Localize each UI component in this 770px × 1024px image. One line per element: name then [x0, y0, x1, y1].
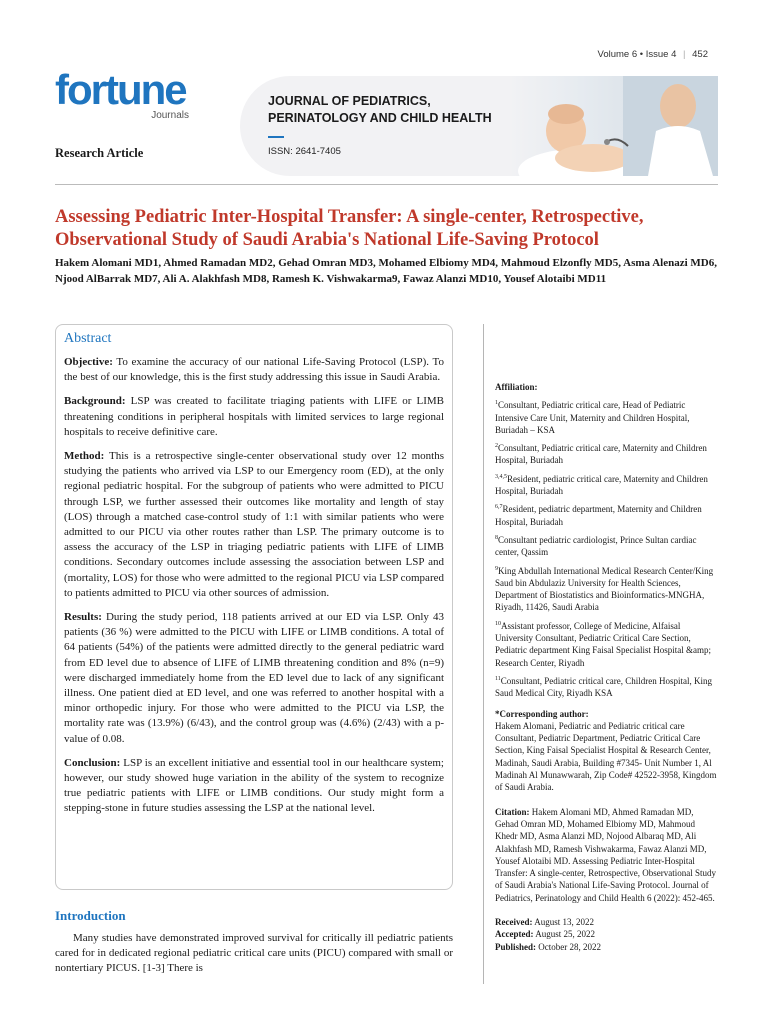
results-text: During the study period, 118 patients arrived at our ED via LSP. Only 43 patients (36 %) were admitted to the PICU with LIFE or LIMB conditions. A total of 64 patients (54%) of the patients were admitted directly to the general pediatric ward from ED level due to absence of LIFE of LIMB threatening condition and 8% (n=9) were discharged immediately home from the ED level due to lack of any significant illness. One patient died at ED level, and one was referred to another hospital with a minor orthopedic injury. For those who were admitted to the PICU via LSP, the mortality rate was (13.9%) (6/43), and the control group was (4.6%) (2/43) with a p-value of 0.08. [64, 611, 445, 745]
author-list: Hakem Alomani MD1, Ahmed Ramadan MD2, Gehad Omran MD3, Mohamed Elbiomy MD4, Mahmoud Elzonfly MD5, Asma Alenazi MD6, Njood AlBarrak MD7, Ali A. Alakhfash MD8, Ramesh K. Vishwakarma9, Fawaz Alanzi MD10, Yousef Alotaibi MD11 [55, 257, 717, 285]
article-type: Research Article [55, 146, 144, 160]
article-title: Assessing Pediatric Inter-Hospital Transfer: A single-center, Retrospective, Observational Study of Saudi Arabia's National Life-Saving Protocol [55, 207, 644, 250]
published-date [495, 941, 719, 953]
affiliation-text: Consultant, Pediatric critical care, Head of Pediatric Intensive Care Unit, Maternity and Children Hospital, Buriadah – KSA [495, 400, 690, 435]
affiliation-item [495, 673, 719, 700]
header-divider [55, 184, 718, 185]
issue-info: Volume 6 • Issue 4 | 452 [597, 49, 708, 60]
affiliation-text: Assistant professor, College of Medicine, Alfaisal University Consultant, Pediatric Critical Care Section, Pediatric department King Faisal Specialist Hospital &amp; Research Center, Riyadh [495, 620, 711, 668]
logo-word: fortune [55, 66, 186, 113]
background-text: LSP was created to facilitate triaging patients with LIFE or LIMB threatening conditions in peripheral hospitals with limited services to large regional hospitals to receive definitive care. [64, 395, 444, 438]
affiliation-mark: 8 [495, 534, 498, 541]
affiliation-item [495, 501, 719, 528]
objective-label: Objective: [64, 356, 113, 368]
affiliation-text: Consultant, Pediatric critical care, Maternity and Children Hospital, Buriadah [495, 443, 707, 466]
logo-subtitle: Journals [151, 110, 189, 121]
citation [495, 806, 719, 904]
objective-text: To examine the accuracy of our national Life-Saving Protocol (LSP). To the best of our knowledge, this is the first study addressing this issue in Saudi Arabia. [64, 356, 444, 384]
affiliation-mark: 3,4,5 [495, 473, 507, 480]
journal-title [268, 93, 492, 127]
volume-label: Volume 6 [597, 49, 638, 60]
citation-text: Hakem Alomani MD, Ahmed Ramadan MD, Gehad Omran MD, Mohamed Elbiomy MD, Mahmoud Khedr MD, Asma Alanzi MD, Nojood Albaraq MD, Ali Alakhfash MD, Ramesh Vishwakarma, Fawaz Alanzi MD, Yousef Alotaibi MD. Assessing Pediatric Inter-Hospital Transfer: A single-center, Retrospective, Observational Study of Saudi Arabia's National Life-Saving Protocol. Journal of Pediatrics, Perinatology and Child Health 6 (2022): 452-465. [495, 806, 717, 903]
abstract-method [64, 449, 444, 601]
page-number: 452 [692, 49, 708, 60]
affiliation-list [495, 397, 719, 699]
abstract-background [64, 394, 444, 440]
affiliation-text: Consultant, Pediatric critical care, Children Hospital, King Saud Medical City, Riyadh KSA [495, 675, 712, 699]
corresponding-author [495, 708, 719, 794]
affiliation-item [495, 563, 719, 614]
journal-title-line1: JOURNAL OF PEDIATRICS, [268, 94, 431, 108]
affiliation-mark: 9 [495, 565, 498, 572]
banner-accent [268, 136, 284, 138]
affiliation-item [495, 440, 719, 467]
journal-title-line2: PERINATOLOGY AND CHILD HEALTH [268, 111, 492, 125]
affiliation-mark: 11 [495, 675, 501, 682]
abstract-objective [64, 355, 444, 385]
corresponding-heading: *Corresponding author: [495, 708, 589, 719]
affiliation-mark: 2 [495, 443, 498, 450]
affiliation-sidebar [495, 381, 719, 953]
method-text: This is a retrospective single-center observational study over 12 months studying the patients who arrived via LSP to our Emergency room (ED), at the only regional pediatric hospital. For the subgroup of patients who were admitted to PICU through LSP, we further assessed their outcomes like mortality and length of stay (LOS) through a matched case-control study of 1:1 with similar patients who were admitted to our PICU via other routes rather than LSP. The primary outcome is to assess the accuracy of the LSP in triaging pediatric patients with LIFE of LIMB conditions. Secondary outcomes include assessing the association between LSP and (mortality, LOS) for those who were admitted to the regional PICU via LSP compared to patients admitted to PICU via other sources of admission. [64, 450, 444, 599]
abstract-heading: Abstract [64, 331, 112, 346]
abstract-conclusion [64, 756, 444, 817]
corresponding-text: Hakem Alomani, Pediatric and Pediatric critical care Consultant, Pediatric Department, Pediatric Critical Care Section, King Faisal Specialist Hospital & Research Center, Madinah, Saudi Arabia, Building #7345- Unit Number 1, Al Madinah Al Munawwarah, Zip Code# 42522-3958, Kingdom of Saudi Arabia. [495, 720, 717, 793]
issue-label: Issue 4 [645, 49, 677, 60]
publisher-logo [55, 66, 195, 122]
affiliation-item [495, 471, 719, 498]
abstract-box [55, 324, 453, 890]
conclusion-label: Conclusion: [64, 756, 121, 769]
published-value: October 28, 2022 [538, 941, 602, 952]
published-label: Published: [495, 941, 537, 952]
received-date [495, 916, 719, 928]
column-divider [483, 324, 484, 984]
method-label: Method: [64, 450, 105, 463]
affiliation-item [495, 618, 719, 669]
introduction-heading: Introduction [55, 908, 126, 923]
accepted-label: Accepted: [495, 929, 534, 940]
received-label: Received: [495, 916, 533, 927]
affiliation-text: King Abdullah International Medical Research Center/King Saud bin Abdulaziz University for Health Sciences, Department of Biostatistics and Bioinformatics-MNGHA, Riyadh, 11426, Saudi Arabia [495, 565, 714, 613]
accepted-date [495, 928, 719, 940]
baby-doctor-photo [508, 76, 718, 176]
affiliation-item [495, 532, 719, 559]
accepted-value: August 25, 2022 [535, 929, 596, 940]
dates [495, 916, 719, 953]
affiliation-heading: Affiliation: [495, 382, 538, 392]
affiliation-mark: 10 [495, 620, 501, 627]
issn: ISSN: 2641-7405 [268, 146, 341, 157]
separator: | [683, 49, 686, 60]
journal-banner [240, 76, 718, 176]
background-label: Background: [64, 395, 126, 408]
affiliation-mark: 6,7 [495, 504, 503, 511]
results-label: Results: [64, 611, 102, 624]
affiliation-text: Resident, pediatric critical care, Maternity and Children Hospital, Buriadah [495, 473, 708, 497]
conclusion-text: LSP is an excellent initiative and essential tool in our healthcare system; however, our study showed huge variation in the ability of the system to recognize true pediatric patients with LIFE or LIMB conditions. Our study might form a stepping-stone in future studies assessing the LSP at the national level. [64, 756, 444, 815]
affiliation-text: Consultant pediatric cardiologist, Prince Sultan cardiac center, Qassim [495, 534, 697, 558]
introduction-text: Many studies have demonstrated improved survival for critically ill pediatric patients cared for in dedicated regional pediatric critical care units (PICU) compared with small or nontertiary PICUS. [1-3] There is [55, 932, 453, 975]
citation-label: Citation: [495, 806, 530, 817]
affiliation-item [495, 397, 719, 436]
affiliation-mark: 1 [495, 400, 498, 407]
received-value: August 13, 2022 [534, 916, 595, 927]
affiliation-text: Resident, pediatric department, Maternity and Children Hospital, Buriadah [495, 504, 702, 527]
abstract-results [64, 610, 444, 747]
